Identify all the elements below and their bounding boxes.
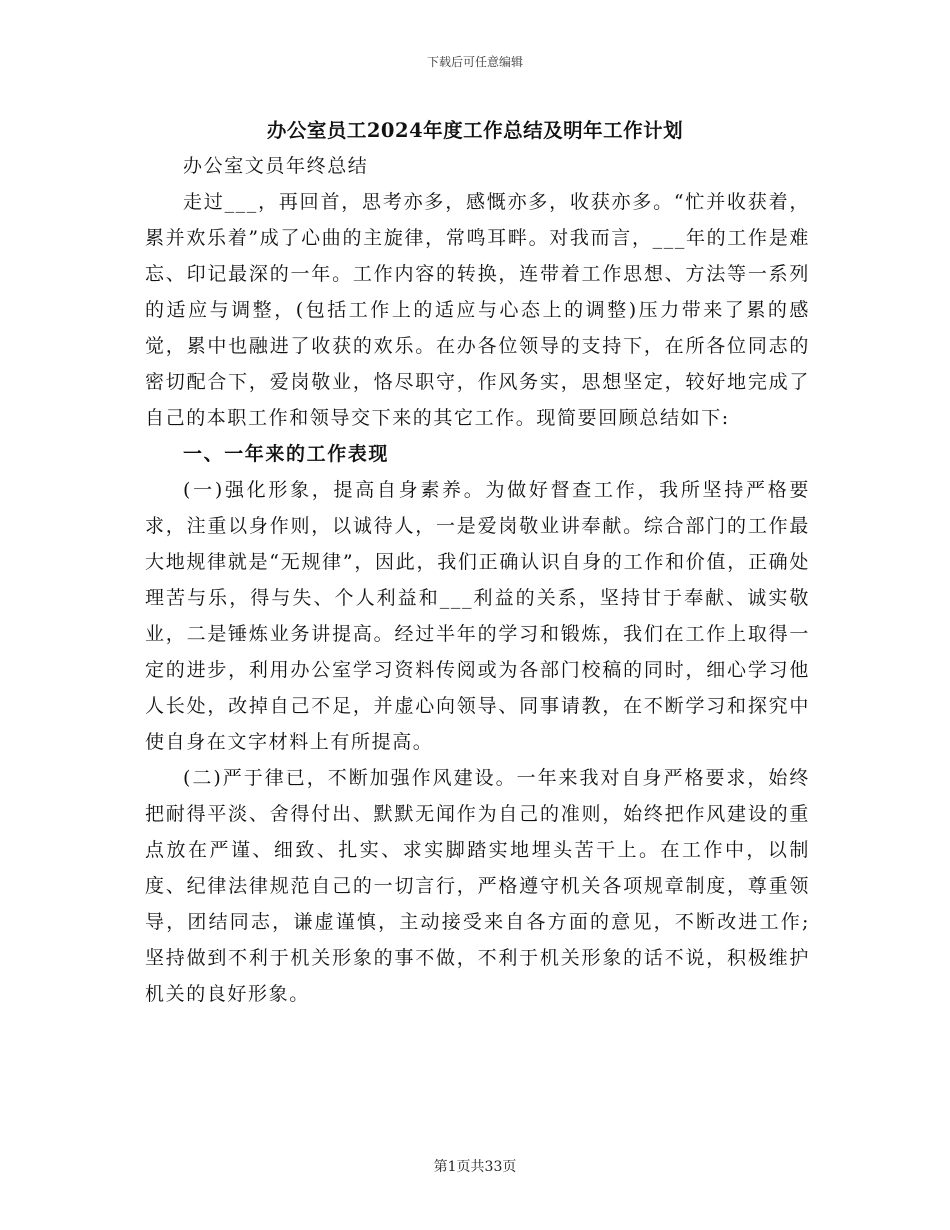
header-note: 下载后可任意编辑 [426, 55, 523, 69]
section-heading-1: 一、一年来的工作表现 [183, 443, 390, 465]
intro-paragraph: 走过___，再回首，思考亦多，感慨亦多，收获亦多。“忙并收获着，累并欢乐着”成了心曲的主旋律，常鸣耳畔。对我而言，___年的工作是难忘、印记最深的一年。工作内容的转换，连带着工作思想、方法等一系列的适应与调整，(包括工作上的适应与心态上的调整)压力带来了累的感觉，累中也融进了收获的欢乐。在办各位领导的支持下，在所各位同志的密切配合下，爱岗敬业，恪尽职守，作风务实，思想坚定，较好地完成了自己的本职工作和领导交下来的其它工作。现简要回顾总结如下: [145, 191, 810, 429]
page-number: 第1页共33页 [433, 1159, 517, 1175]
document-subtitle: 办公室文员年终总结 [183, 155, 369, 177]
document-title: 办公室员工2024年度工作总结及明年工作计划 [266, 119, 684, 142]
document-body [145, 148, 810, 1012]
paragraph-2: (二)严于律已，不断加强作风建设。一年来我对自身严格要求，始终把耐得平淡、舍得付出、默默无闻作为自己的准则，始终把作风建设的重点放在严谨、细致、扎实、求实脚踏实地埋头苦干上。在工作中，以制度、纪律法律规范自己的一切言行，严格遵守机关各项规章制度，尊重领导，团结同志，谦虚谨慎，主动接受来自各方面的意见，不断改进工作;坚持做到不利于机关形象的事不做，不利于机关形象的话不说，积极维护机关的良好形象。 [145, 767, 810, 1005]
paragraph-1: (一)强化形象，提高自身素养。为做好督查工作，我所坚持严格要求，注重以身作则，以诚待人，一是爱岗敬业讲奉献。综合部门的工作最大地规律就是“无规律”，因此，我们正确认识自身的工作和价值，正确处理苦与乐，得与失、个人利益和___利益的关系，坚持甘于奉献、诚实敬业，二是锤炼业务讲提高。经过半年的学习和锻炼，我们在工作上取得一定的进步，利用办公室学习资料传阅或为各部门校稿的同时，细心学习他人长处，改掉自己不足，并虚心向领导、同事请教，在不断学习和探究中使自身在文字材料上有所提高。 [145, 479, 810, 753]
